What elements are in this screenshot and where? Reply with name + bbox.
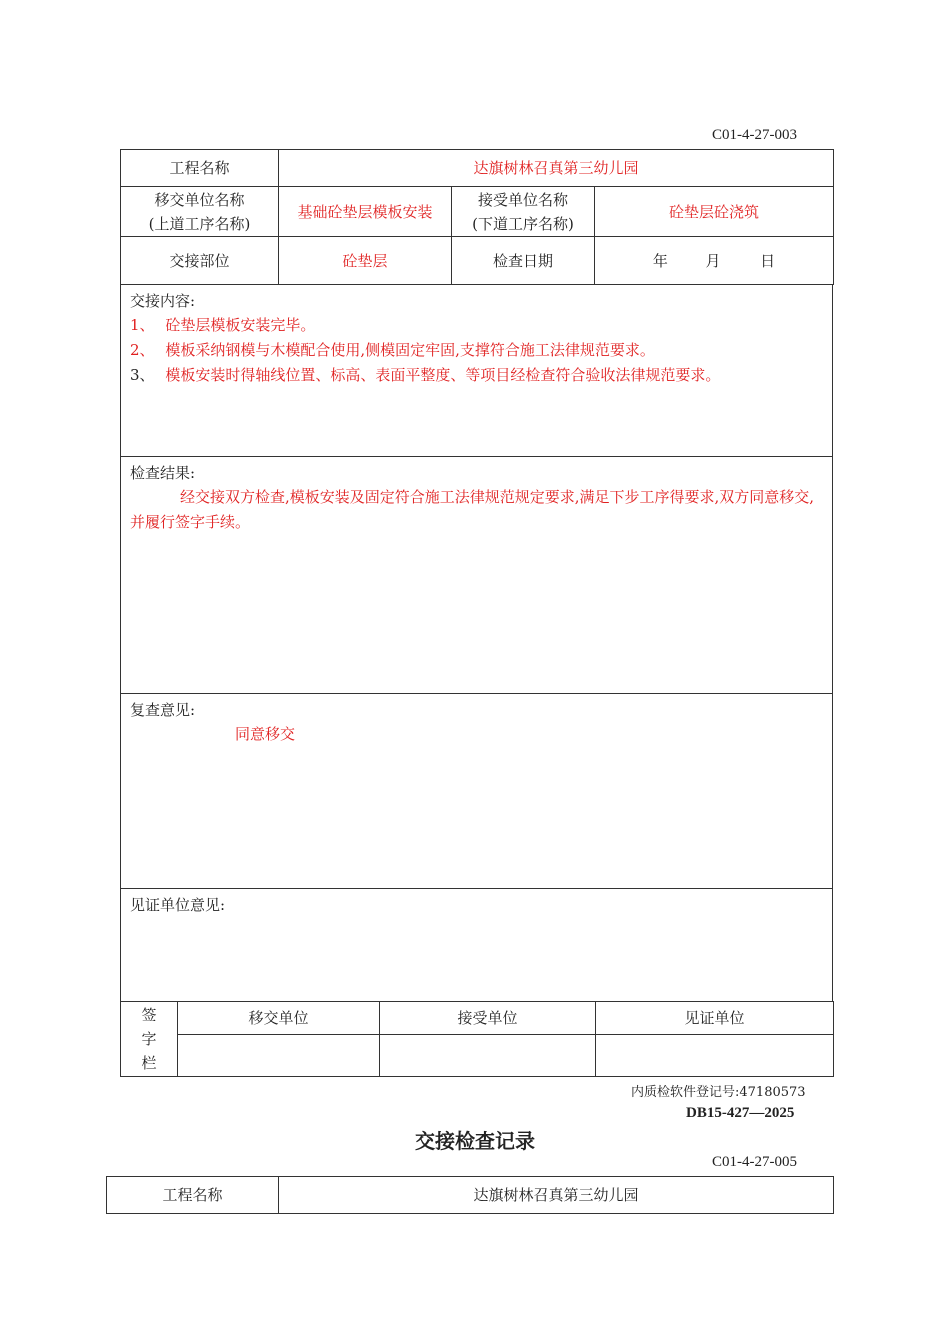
project-name-value: 达旗树林召真第三幼儿园 bbox=[279, 150, 834, 187]
content-item-text: 砼垫层模板安装完毕。 bbox=[165, 316, 316, 334]
receive-unit-value: 砼垫层砼浇筑 bbox=[595, 187, 834, 237]
content-item-number: 1、 bbox=[130, 316, 155, 334]
date-month: 月 bbox=[705, 251, 721, 270]
sign-transfer-unit-header: 移交单位 bbox=[178, 1002, 380, 1035]
transfer-unit-label bbox=[121, 187, 279, 237]
receive-unit-label bbox=[452, 187, 595, 237]
content-item bbox=[130, 363, 720, 388]
signature-label-char: 栏 bbox=[141, 1054, 157, 1072]
content-item bbox=[130, 338, 655, 363]
project-name-label: 工程名称 bbox=[107, 1177, 279, 1214]
review-text: 同意移交 bbox=[235, 725, 296, 743]
software-registration: 内质检软件登记号:47180573 bbox=[631, 1085, 806, 1100]
review-section bbox=[120, 693, 833, 889]
header-table bbox=[120, 149, 834, 285]
receive-unit-label-line1: 接受单位名称 bbox=[477, 190, 568, 209]
form-code: C01-4-27-003 bbox=[712, 127, 797, 143]
transfer-unit-value: 基础砼垫层模板安装 bbox=[279, 187, 452, 237]
content-item-text: 模板安装时得轴线位置、标高、表面平整度、等项目经检查符合验收法律规范要求。 bbox=[165, 366, 721, 384]
sign-witness-unit-cell[interactable] bbox=[596, 1035, 834, 1077]
standard-code: DB15-427—2025 bbox=[686, 1105, 795, 1121]
date-year: 年 bbox=[652, 251, 668, 270]
handover-part-label: 交接部位 bbox=[121, 237, 279, 285]
check-date-value bbox=[595, 237, 834, 285]
project-name-value: 达旗树林召真第三幼儿园 bbox=[279, 1177, 834, 1214]
content-item bbox=[130, 313, 315, 338]
receive-unit-label-line2: (下道工序名称) bbox=[472, 214, 574, 233]
header-table-2 bbox=[106, 1176, 834, 1214]
signature-label-char: 字 bbox=[141, 1030, 157, 1048]
witness-label: 见证单位意见: bbox=[130, 896, 226, 914]
signature-label bbox=[121, 1002, 178, 1077]
sign-transfer-unit-cell[interactable] bbox=[178, 1035, 380, 1077]
check-result-label: 检查结果: bbox=[130, 464, 196, 482]
project-name-label: 工程名称 bbox=[121, 150, 279, 187]
date-day: 日 bbox=[760, 251, 776, 270]
witness-section bbox=[120, 888, 833, 1002]
sign-witness-unit-header: 见证单位 bbox=[596, 1002, 834, 1035]
signature-table bbox=[120, 1001, 834, 1077]
signature-label-char: 签 bbox=[141, 1006, 157, 1024]
sign-receive-unit-header: 接受单位 bbox=[380, 1002, 596, 1035]
handover-content-section bbox=[120, 284, 833, 457]
form-code: C01-4-27-005 bbox=[712, 1154, 797, 1170]
handover-part-value: 砼垫层 bbox=[279, 237, 452, 285]
content-item-number: 3、 bbox=[130, 366, 155, 384]
page-title: 交接检查记录 bbox=[415, 1129, 535, 1153]
content-item-text: 模板采纳钢模与木模配合使用,侧模固定牢固,支撑符合施工法律规范要求。 bbox=[165, 341, 655, 359]
check-result-text: 经交接双方检查,模板安装及固定符合施工法律规范规定要求,满足下步工序得要求,双方同意移交,并履行签字手续。 bbox=[130, 488, 815, 531]
sign-receive-unit-cell[interactable] bbox=[380, 1035, 596, 1077]
review-label: 复查意见: bbox=[130, 701, 196, 719]
check-result-section bbox=[120, 456, 833, 694]
transfer-unit-label-line1: 移交单位名称 bbox=[154, 190, 245, 209]
check-date-label: 检查日期 bbox=[452, 237, 595, 285]
transfer-unit-label-line2: (上道工序名称) bbox=[148, 214, 251, 233]
handover-content-label: 交接内容: bbox=[130, 292, 196, 310]
content-item-number: 2、 bbox=[130, 341, 155, 359]
